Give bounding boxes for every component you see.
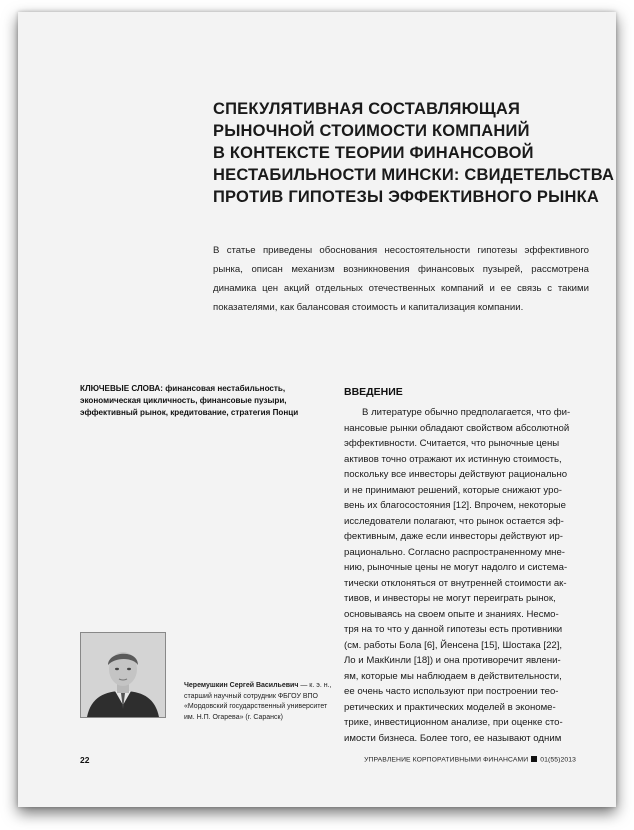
keywords-label: КЛЮЧЕВЫЕ СЛОВА: bbox=[80, 384, 163, 393]
body-line: активов точно отражают их истинную стоимость, bbox=[344, 453, 562, 465]
journal-name: УПРАВЛЕНИЕ КОРПОРАТИВНЫМИ ФИНАНСАМИ bbox=[364, 756, 529, 764]
body-line: рационально. Согласно распространенному мне- bbox=[344, 546, 565, 558]
body-line: исследователи полагают, что рынок остается эф- bbox=[344, 515, 564, 527]
author-name: Черемушкин Сергей Васильевич bbox=[184, 682, 299, 689]
body-line: тически отклоняться от внутренней стоимости ак- bbox=[344, 577, 567, 589]
body-line: тря на то что у данной гипотезы есть противники bbox=[344, 624, 563, 635]
body-line: фективным, даже если инвесторы действуют ир- bbox=[344, 531, 564, 542]
body-line: эффективности. Считается, что рыночные цены bbox=[344, 438, 560, 449]
title-line: СПЕКУЛЯТИВНАЯ СОСТАВЛЯЮЩАЯ bbox=[213, 100, 521, 118]
keywords-text: финансовая нестабильность, экономическая цикличность, финансовые пузыри, эффективный рынок, кредитование, стратегия Понци bbox=[80, 384, 299, 417]
article-abstract: В статье приведены обоснования несостоятельности гипотезы эффективного рынка, описан механизм возникновения финансовых пузырей, рассмотрена динамика цен акций отдельных отечественных компаний и ее связь с такими показателями, как балансовая стоимость и капитализация компании. bbox=[213, 245, 589, 313]
page-number: 22 bbox=[80, 755, 90, 765]
running-footer bbox=[364, 756, 576, 764]
introduction-body bbox=[344, 405, 594, 746]
author-portrait-icon bbox=[81, 633, 165, 717]
body-line: Ло и МакКинли [18]) и она противоречит явлени- bbox=[344, 655, 561, 666]
keywords-block bbox=[80, 383, 330, 419]
body-line: трике, инвестиционном анализе, при оценке сто- bbox=[344, 717, 563, 728]
title-line: НЕСТАБИЛЬНОСТИ МИНСКИ: СВИДЕТЕЛЬСТВА bbox=[213, 166, 615, 184]
square-separator-icon bbox=[531, 756, 537, 762]
journal-page bbox=[18, 12, 616, 807]
body-line: основываясь на своем опыте и знаниях. Несмо- bbox=[344, 608, 559, 620]
title-line: В КОНТЕКСТЕ ТЕОРИИ ФИНАНСОВОЙ bbox=[213, 144, 534, 162]
body-line: ям, которые мы наблюдаем в действительности, bbox=[344, 670, 562, 682]
section-heading-introduction: ВВЕДЕНИЕ bbox=[344, 386, 403, 398]
body-line: нансовые рынки обладают свойством абсолютной bbox=[344, 422, 570, 434]
body-line: нию, рыночные цены не могут надолго и система- bbox=[344, 562, 568, 573]
body-line: тивов, и инвесторы не могут переиграть рынок, bbox=[344, 593, 556, 604]
body-line: (см. работы Бола [6], Йенсена [15], Шостака [22], bbox=[344, 639, 563, 651]
body-line: вень их благосостояния [12]. Впрочем, некоторые bbox=[344, 500, 566, 511]
author-photo bbox=[80, 632, 166, 718]
body-line: имости бизнеса. Более того, ее называют одним bbox=[344, 732, 562, 744]
article-title bbox=[213, 98, 615, 208]
author-info bbox=[184, 681, 334, 723]
journal-issue: 01(55)2013 bbox=[540, 756, 576, 764]
body-line: ретических и практических моделей в экономе- bbox=[344, 701, 556, 713]
title-line: ПРОТИВ ГИПОТЕЗЫ ЭФФЕКТИВНОГО РЫНКА bbox=[213, 188, 599, 206]
author-details: — к. э. н., старший научный сотрудник ФБГОУ ВПО «Мордовский государственный университет им. Н.П. Огарева» (г. Саранск) bbox=[184, 682, 332, 721]
title-line: РЫНОЧНОЙ СТОИМОСТИ КОМПАНИЙ bbox=[213, 122, 530, 140]
body-line: и не принимают решений, которые снижают уро- bbox=[344, 484, 562, 496]
body-line: ее очень часто используют при построении тео- bbox=[344, 686, 559, 697]
body-line: поскольку все инвесторы действуют рационально bbox=[344, 469, 568, 480]
body-line: В литературе обычно предполагается, что фи- bbox=[362, 407, 571, 418]
